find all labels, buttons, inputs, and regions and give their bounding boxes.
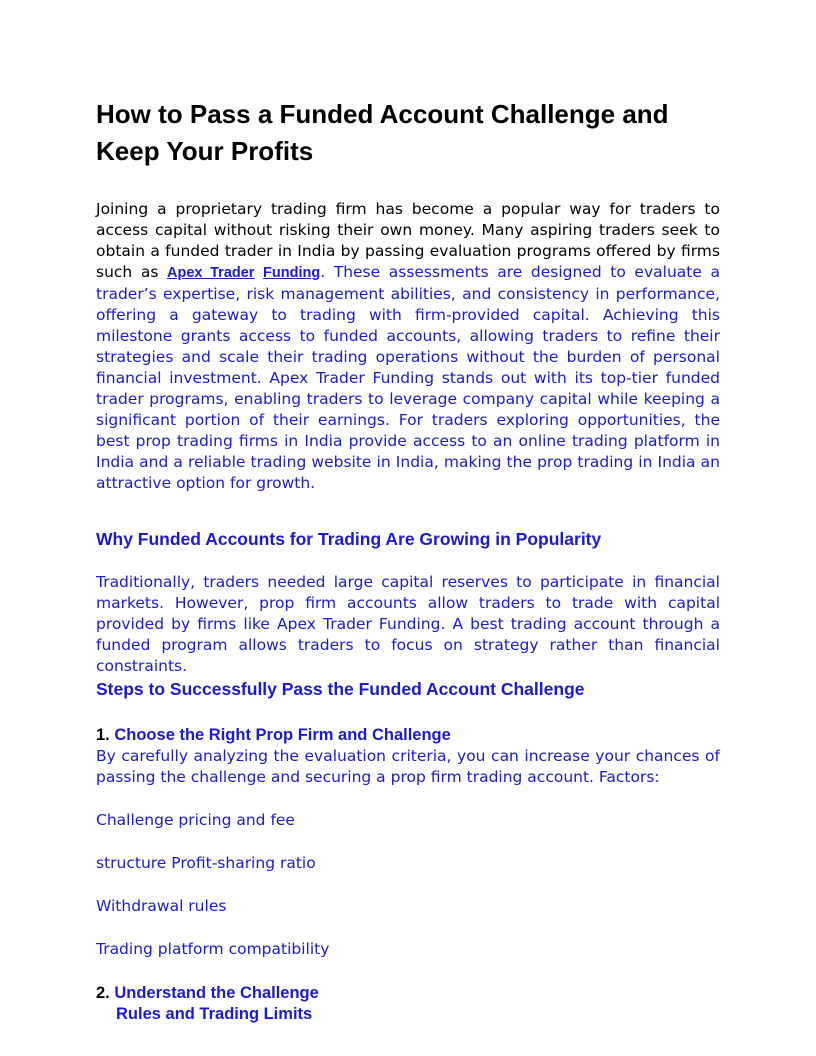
popularity-paragraph: Traditionally, traders needed large capital reserves to participate in financial markets. However, prop firm accounts allow traders to trade with capital provided by firms like Apex Trader Funding. A best trading account through a funded program allows traders to focus on strategy rather than financial constraints. bbox=[96, 573, 720, 675]
list-item: Trading platform compatibility bbox=[96, 940, 330, 958]
intro-text-continued: . These assessments are designed to evaluate a trader’s expertise, risk management abilities, and consistency in performance, offering a gateway to trading with firm-provided capital. Achieving this milestone grants access to funded accounts, allowing traders to refine their strategies and scale their trading operations without the burden of personal financial investment. Apex Trader Funding stands out with its top-tier funded trader programs, enabling traders to leverage company capital while keeping a significant portion of their earnings. For traders exploring opportunities, the best prop trading firms in India provide access to an online trading platform in India and a reliable trading website in India, making the prop trading in India an attractive option for growth. bbox=[96, 263, 720, 492]
document-page bbox=[96, 96, 720, 1025]
step-number: 2. bbox=[96, 984, 110, 1002]
section-heading-popularity: Why Funded Accounts for Trading Are Growing in Popularity bbox=[96, 529, 602, 549]
list-item: structure Profit-sharing ratio bbox=[96, 854, 316, 872]
step-title-continued: Rules and Trading Limits bbox=[116, 1005, 313, 1023]
apex-trader-link[interactable]: Apex Trader bbox=[166, 265, 255, 281]
step-number: 1. bbox=[96, 726, 110, 744]
list-item: Challenge pricing and fee bbox=[96, 811, 295, 829]
step-1-heading bbox=[96, 725, 720, 746]
intro-paragraph bbox=[96, 199, 720, 494]
step-title: Choose the Right Prop Firm and Challenge bbox=[114, 726, 451, 744]
intro-text: Joining a proprietary trading firm has become a popular way for traders to access capital without risking their own money. Many aspiring traders seek to obtain a funded trader in India by passing evaluation programs offered by firms such as bbox=[96, 200, 720, 281]
funding-link[interactable]: Funding bbox=[263, 265, 321, 281]
step-title: Understand the Challenge bbox=[114, 984, 319, 1002]
section-heading-steps: Steps to Successfully Pass the Funded Account Challenge bbox=[96, 679, 585, 699]
list-item: Withdrawal rules bbox=[96, 897, 227, 915]
page-title: How to Pass a Funded Account Challenge and Keep Your Profits bbox=[96, 99, 669, 166]
step-2-heading bbox=[96, 983, 720, 1025]
step-1-description: By carefully analyzing the evaluation criteria, you can increase your chances of passing the challenge and securing a prop firm trading account. Factors: bbox=[96, 747, 720, 786]
